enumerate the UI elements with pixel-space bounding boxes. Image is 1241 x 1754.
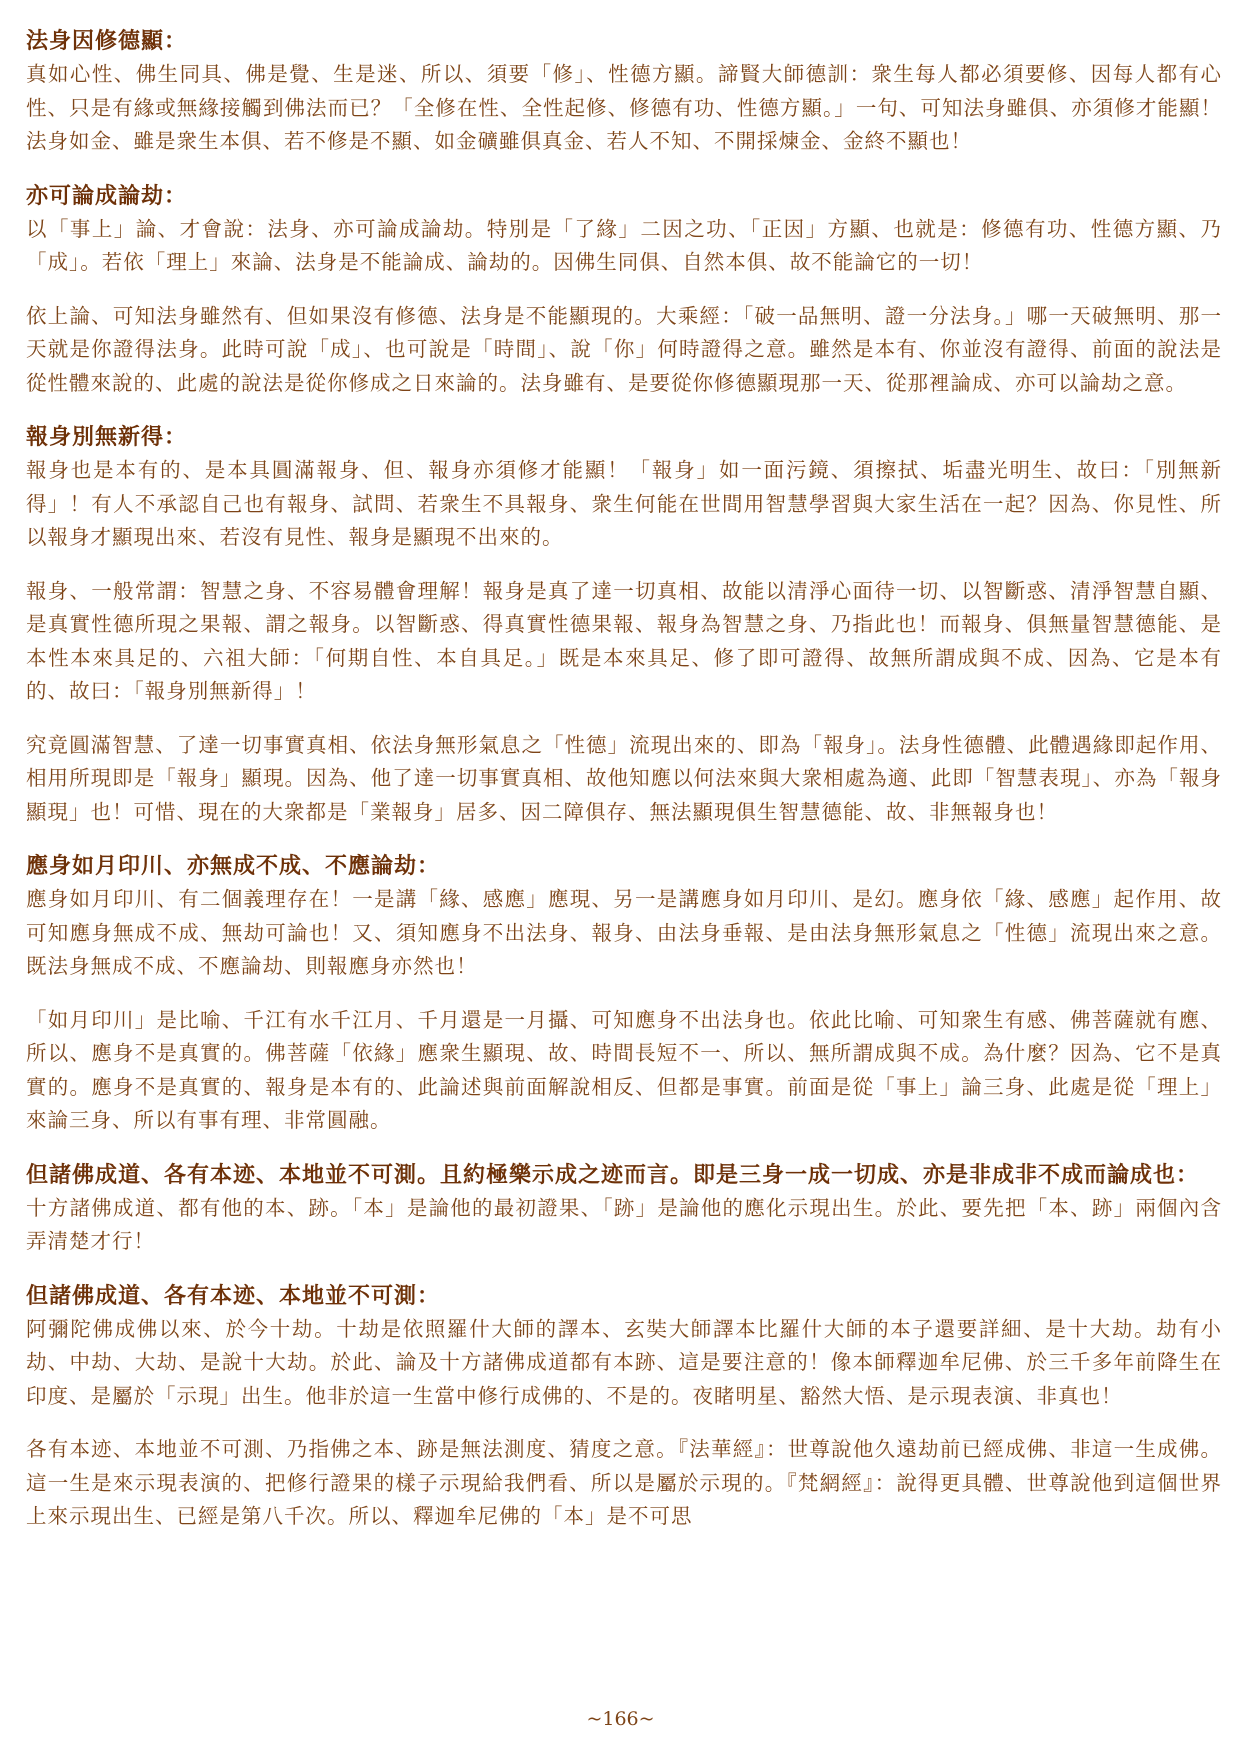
section-dharmakaya-cultivation xyxy=(26,24,1222,159)
paragraph: 報身、一般常謂：智慧之身、不容易體會理解！報身是真了達一切真相、故能以清淨心面待一切、以智斷惑、清淨智慧自顯、是真實性德所現之果報、謂之報身。以智斷惑、得真實性德果報、報身為智慧之身、乃指此也！而報身、俱無量智慧德能、是本性本來具足的、六祖大師：「何期自性、本自具足。」既是本來具足、修了即可證得、故無所謂成與不成、因為、它是本有的、故曰：「報身別無新得」！ xyxy=(26,578,1222,703)
paragraph: 真如心性、佛生同具、佛是覺、生是迷、所以、須要「修」、性德方顯。諦賢大師德訓：衆生每人都必須要修、因每人都有心性、只是有緣或無緣接觸到佛法而已？「全修在性、全性起修、修德有功、性德方顯。」一句、可知法身雖俱、亦須修才能顯！法身如金、雖是衆生本俱、若不修是不顯、如金礦雖俱真金、若人不知、不開採煉金、金終不顯也！ xyxy=(26,62,1222,153)
section-nirmanakaya xyxy=(26,849,1222,1138)
section-unfathomable-origin xyxy=(26,1279,1222,1534)
paragraph: 「如月印川」是比喻、千江有水千江月、千月還是一月攝、可知應身不出法身也。依此比喻、可知衆生有感、佛菩薩就有應、所以、應身不是真實的。佛菩薩「依緣」應衆生顯現、故、時間長短不一、所以、無所謂成與不成。為什麼？因為、它不是真實的。應身不是真實的、報身是本有的、此論述與前面解說相反、但都是事實。前面是從「事上」論三身、此處是從「理上」來論三身、所以有事有理、非常圓融。 xyxy=(26,1007,1222,1132)
paragraph: 各有本迹、本地並不可測、乃指佛之本、跡是無法測度、猜度之意。『法華經』：世尊說他久遠劫前已經成佛、非這一生成佛。這一生是來示現表演的、把修行證果的樣子示現給我們看、所以是屬於示現的。『梵網經』：說得更具體、世尊說他到這個世界上來示現出生、已經是第八千次。所以、釋迦牟尼佛的「本」是不可思 xyxy=(26,1437,1222,1528)
paragraph: 阿彌陀佛成佛以來、於今十劫。十劫是依照羅什大師的譯本、玄奘大師譯本比羅什大師的本子還要詳細、是十大劫。劫有小劫、中劫、大劫、是說十大劫。於此、論及十方諸佛成道都有本跡、這是要注意的！像本師釋迦牟尼佛、於三千多年前降生在印度、是屬於「示現」出生。他非於這一生當中修行成佛的、不是的。夜睹明星、豁然大悟、是示現表演、非真也！ xyxy=(26,1316,1222,1408)
section-buddhas-origin-traces xyxy=(26,1158,1222,1259)
paragraph: 應身如月印川、有二個義理存在！一是講「緣、感應」應現、另一是講應身如月印川、是幻。應身依「緣、感應」起作用、故可知應身無成不成、無劫可論也！又、須知應身不出法身、報身、由法身垂報、是由法身無形氣息之「性德」流現出來之意。既法身無成不成、不應論劫、則報應身亦然也！ xyxy=(26,887,1222,978)
document-page xyxy=(26,24,1222,1554)
section-sambhogakaya xyxy=(26,420,1222,829)
section-heading: 但諸佛成道、各有本迹、本地並不可測。且約極樂示成之迹而言。即是三身一成一切成、亦是非成非不成而論成也： xyxy=(26,1161,1200,1188)
paragraph: 依上論、可知法身雖然有、但如果沒有修德、法身是不能顯現的。大乘經：「破一品無明、證一分法身。」哪一天破無明、那一天就是你證得法身。此時可說「成」、也可說是「時間」、說「你」何時證得之意。雖然是本有、你並沒有證得、前面的說法是從性體來說的、此處的說法是從你修成之日來論的。法身雖有、是要從你修德顯現那一天、從那裡論成、亦可以論劫之意。 xyxy=(26,303,1222,395)
section-heading: 應身如月印川、亦無成不成、不應論劫： xyxy=(26,853,441,879)
section-heading: 亦可論成論劫： xyxy=(26,182,188,209)
page-number: ~166~ xyxy=(586,1708,655,1730)
paragraph: 究竟圓滿智慧、了達一切事實真相、依法身無形氣息之「性德」流現出來的、即為「報身」。法身性德體、此體遇緣即起作用、相用所現即是「報身」顯現。因為、他了達一切事實真相、故他知應以何法來與大衆相處為適、此即「智慧表現」、亦為「報身顯現」也！可惜、現在的大衆都是「業報身」居多、因二障俱存、無法顯現俱生智慧德能、故、非無報身也！ xyxy=(26,732,1222,824)
section-heading: 報身別無新得： xyxy=(26,424,188,450)
paragraph: 十方諸佛成道、都有他的本、跡。「本」是論他的最初證果、「跡」是論他的應化示現出生。於此、要先把「本、跡」兩個內含弄清楚才行！ xyxy=(26,1195,1222,1253)
paragraph: 以「事上」論、才會說：法身、亦可論成論劫。特別是「了緣」二因之功、「正因」方顯、也就是：修德有功、性德方顯、乃「成」。若依「理上」來論、法身是不能論成、論劫的。因佛生同俱、自然本俱、故不能論它的一切！ xyxy=(26,216,1222,274)
section-attainment-kalpa xyxy=(26,179,1222,401)
paragraph: 報身也是本有的、是本具圓滿報身、但、報身亦須修才能顯！「報身」如一面污鏡、須擦拭、垢盡光明生、故曰：「別無新得」！有人不承認自己也有報身、試問、若衆生不具報身、衆生何能在世間用智慧學習與大家生活在一起？因為、你見性、所以報身才顯現出來、若沒有見性、報身是顯現不出來的。 xyxy=(26,458,1222,549)
section-heading: 法身因修德顯： xyxy=(26,28,188,54)
section-heading: 但諸佛成道、各有本迹、本地並不可測： xyxy=(26,1282,441,1309)
